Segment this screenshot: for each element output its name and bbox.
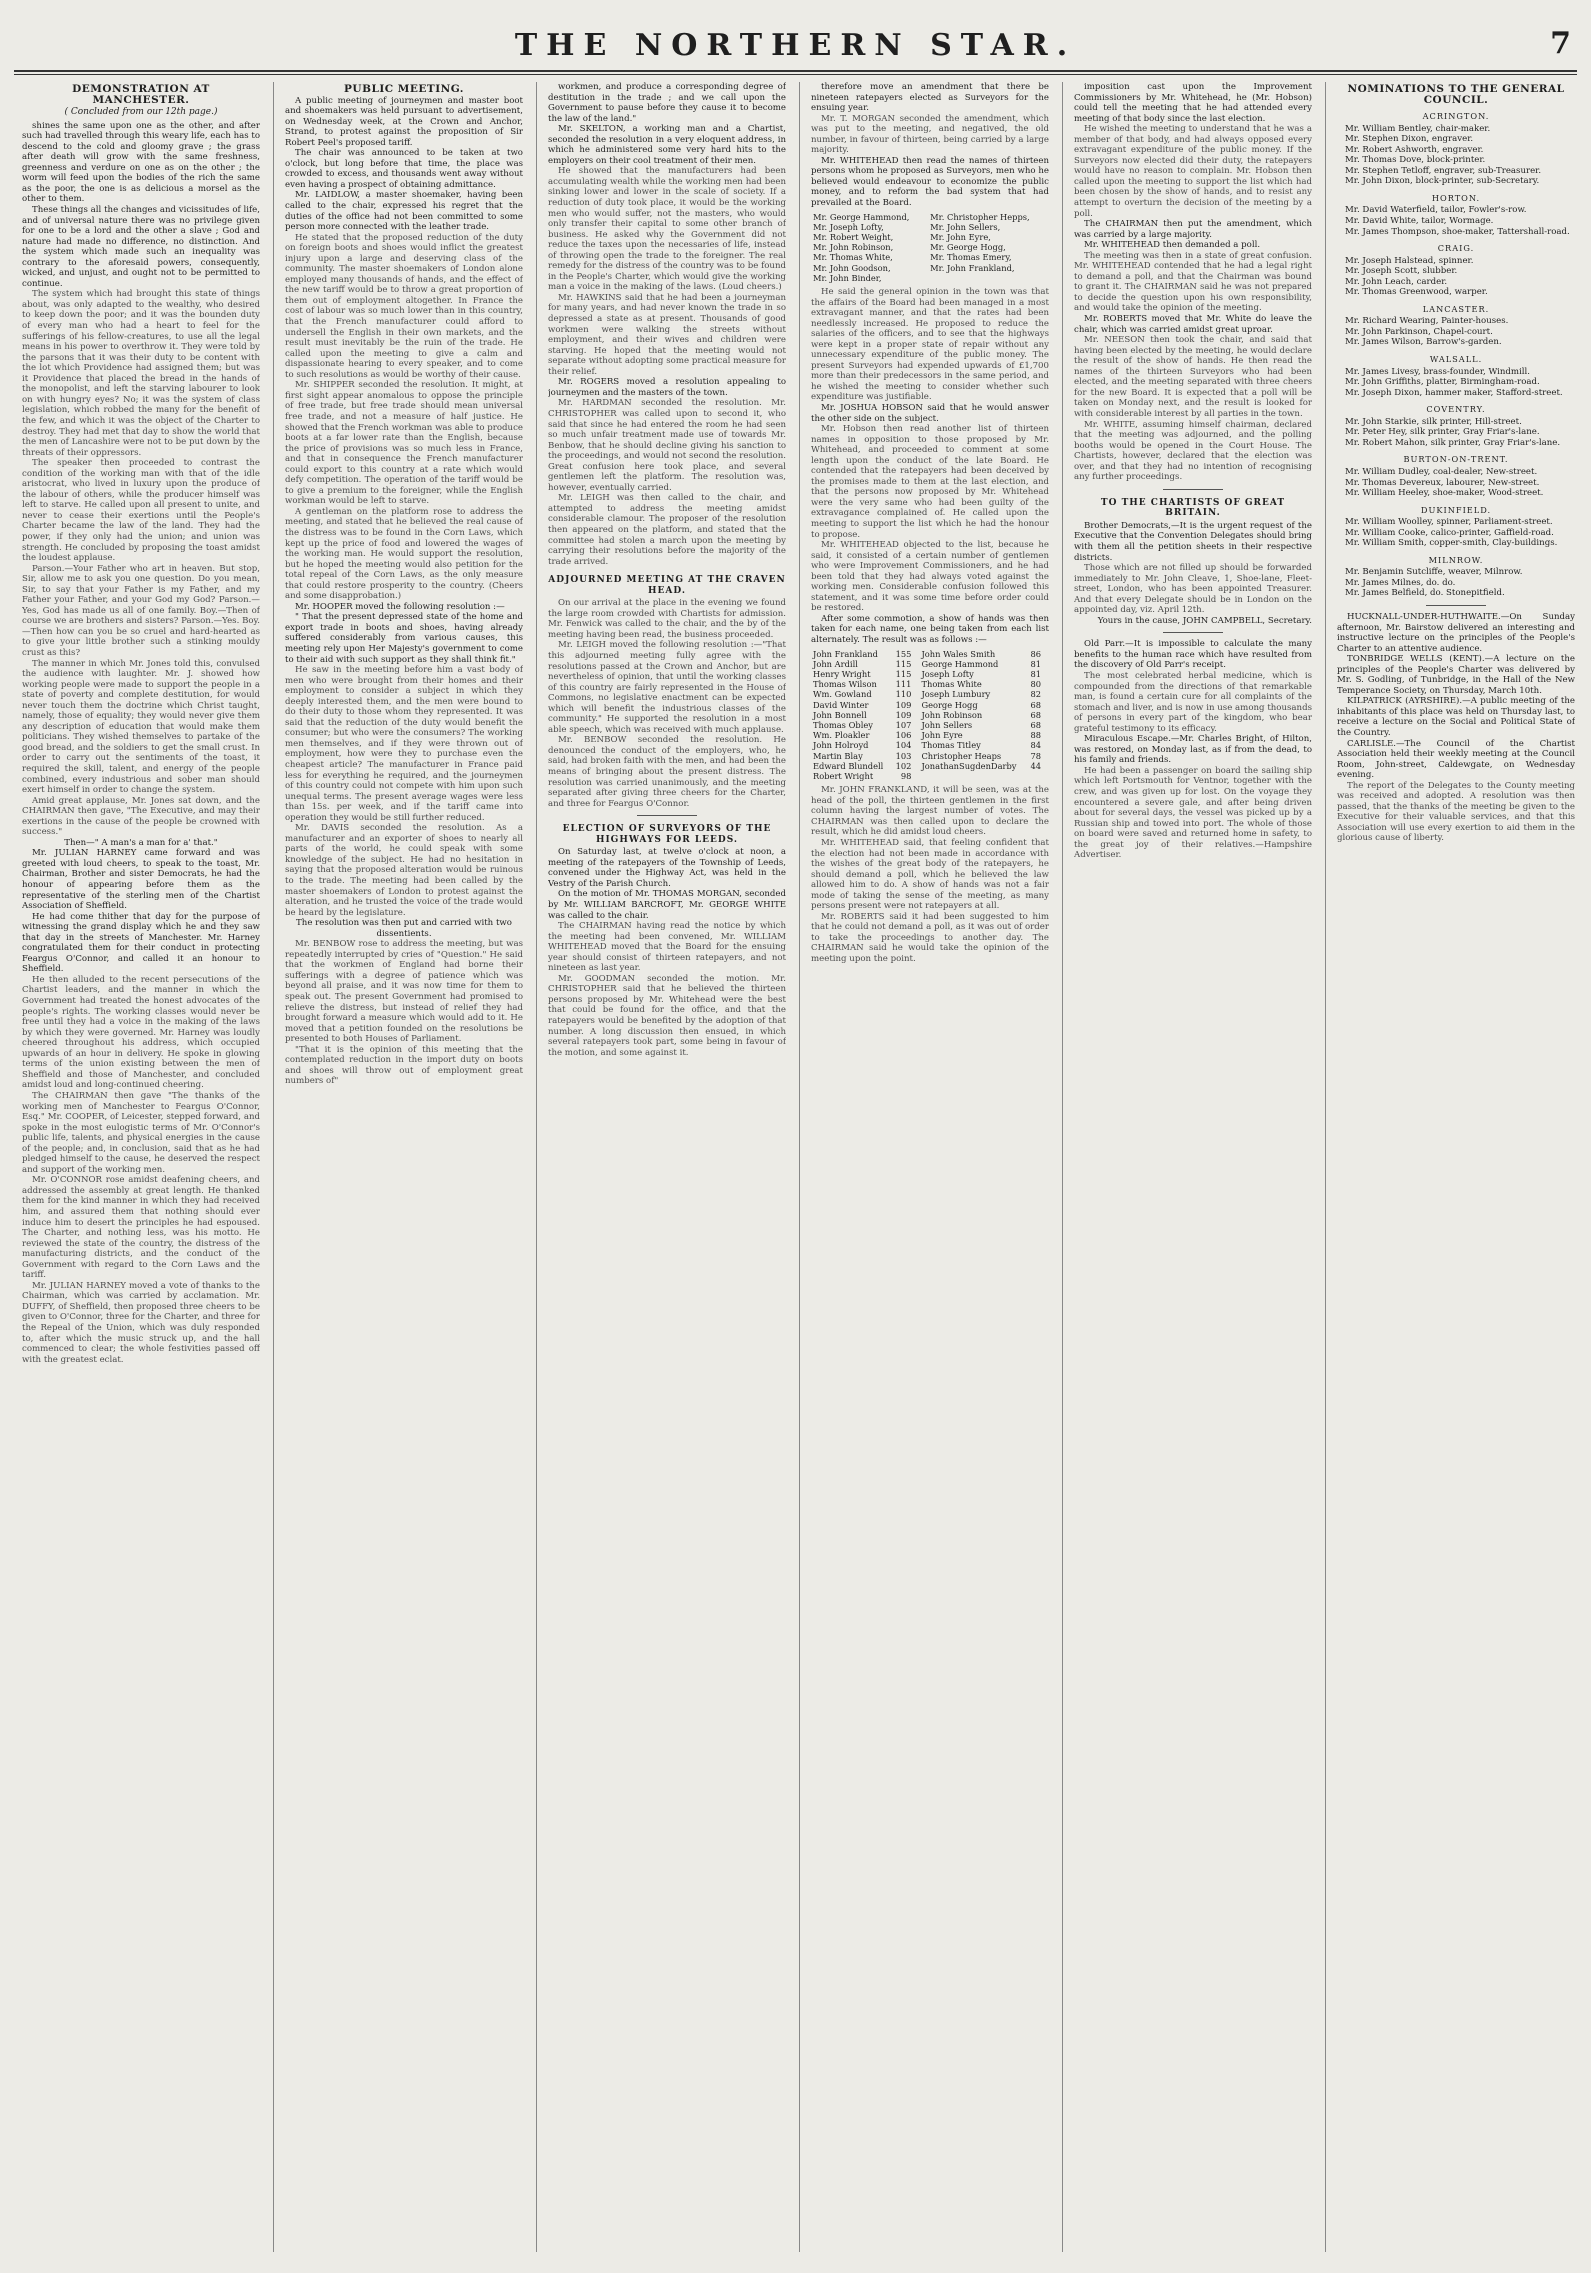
poll-votes: 102 — [895, 760, 912, 771]
body-text: Mr. Hobson then read another list of thirteen names in opposition to those proposed by Mr. Whitehead, and proceeded to comment at some length upon the conduct of the late Board. He contended that the ratepayers had been deceived by the promises made to them at the last election, and that the persons now proposed by Mr. Whitehead were the very same who had been guilty of the extravagance complained of. He called upon the meeting to support the list which he had the honour to propose. — [811, 424, 1049, 540]
poll-row — [811, 740, 1049, 750]
nominee: Mr. Thomas Greenwood, warper. — [1345, 287, 1488, 298]
quote: Then—" A man's a man for a' that." — [64, 837, 218, 848]
body-text: Mr. WHITEHEAD said, that feeling confident that the election had not been made in accordance with the wishes of the great body of the ratepayers, he should demand a poll, which he believed the law allowed him to do. A show of hands was not a fair mode of taking the sense of the meeting, as many persons present were not ratepayers at all. — [811, 837, 1049, 912]
poll-name: John Ardill — [813, 658, 858, 669]
poll-votes: 107 — [895, 720, 912, 730]
paragraph: Mr. LAIDLOW, a master shoemaker, having been called to the chair, expressed his regret that the duties of the office had not been committed to some person more connected with the leather trade. — [285, 190, 523, 233]
column-separator — [799, 82, 800, 2252]
column-1 — [22, 82, 260, 2257]
paragraph: Miraculous Escape.—Mr. Charles Bright, of Hilton, was restored, on Monday last, as if from the dead, to his family and friends. — [1074, 734, 1312, 766]
candidate-name: Mr. Christopher Hepps, — [930, 211, 1030, 222]
nominee: Mr. William Bentley, chair-maker. — [1345, 123, 1491, 134]
nominee: Mr. Thomas Dove, block-printer. — [1345, 155, 1486, 166]
section-rule — [1163, 489, 1223, 490]
table-row — [811, 263, 1049, 273]
body-text: Mr. O'CONNOR rose amidst deafening cheers, and addressed the assembly at great length. He thanked them for the kind manner in which they had received him, and assured them that nothing should ever induce him to desert the principles he had espoused. The Charter, and nothing less, was his motto. He reviewed the state of the country, the distress of the manufacturing districts, and the conduct of the Government with regard to the Corn Laws and the tariff. — [22, 1175, 260, 1281]
nominee: Mr. James Livesy, brass-founder, Windmill. — [1345, 366, 1531, 377]
poll-votes: 115 — [895, 658, 912, 669]
poll-results-table — [811, 649, 1049, 782]
nominee: Mr. John Griffiths, platter, Birmingham-road. — [1345, 377, 1540, 388]
column-2 — [285, 82, 523, 2257]
body-text: A gentleman on the platform rose to address the meeting, and stated that he believed the real cause of the distress was to be found in the Corn Laws, which kept up the price of food and lowered the wages of the working man. He would support the resolution, but he hoped the meeting would also petition for the total repeal of the Corn Laws, as the only measure that could restore prosperity to the country. (Cheers and some disapprobation.) — [285, 506, 523, 602]
nominee: Mr. William Dudley, coal-dealer, New-street. — [1345, 466, 1538, 477]
body-text: "That it is the opinion of this meeting that the contemplated reduction in the import duty on boots and shoes will throw out of employment great numbers of" — [285, 1044, 523, 1087]
nominee: Mr. Richard Wearing, Painter-houses. — [1345, 316, 1509, 327]
poll-name: David Winter — [813, 699, 869, 710]
body-text: Mr. HARDMAN seconded the resolution. Mr. CHRISTOPHER was called upon to second it, who said that since he had entered the room he had seen so much unfair treatment made use of towards Mr. Benbow, that he should decline giving his sanction to the proceedings, and would not second the resolution. Great confusion here took place, and several gentlemen left the platform. The resolution was, however, eventually carried. — [548, 398, 786, 493]
poll-name: Joseph Lumbury — [921, 689, 991, 700]
table-row — [811, 232, 1049, 242]
body-text: Mr. GOODMAN seconded the motion. Mr. CHRISTOPHER said that he believed the thirteen persons proposed by Mr. Whitehead were the best that could be found for the office, and that the ratepayers would be benefited by the adoption of that number. A long discussion then ensued, in which several ratepayers took part, some being in favour of the motion, and some against it. — [548, 973, 786, 1058]
closing-text: The resolution was then put and carried with two dissentients. — [296, 918, 512, 939]
body-text: The speaker then proceeded to contrast the condition of the working man with that of the idle aristocrat, who lived in luxury upon the produce of the labour of others, while the producer himself was left to starve. He called upon all present to unite, and never to cease their exertions until the People's Charter became the law of the land. They had the power, if they only had the union; and union was strength. He concluded by proposing the toast amidst the loudest applause. — [22, 458, 260, 564]
poll-name: Joseph Lofty — [921, 668, 974, 679]
paragraph: Mr. WHITEHEAD then demanded a poll. — [1084, 240, 1261, 251]
table-row — [811, 242, 1049, 252]
notice: KILPATRICK (AYRSHIRE).—A public meeting of the inhabitants of this place was held on Thursday last, to receive a lecture on the Social and Political State of the Country. — [1337, 696, 1575, 738]
table-row — [811, 273, 1049, 283]
body-text: Mr. WHITEHEAD objected to the list, because he said, it consisted of a certain number of gentlemen who were Improvement Commissioners, and he had been told that they had always voted against the working men. Considerable confusion followed this statement, and it was some time before order could be restored. — [811, 540, 1049, 614]
nominee: Mr. John Parkinson, Chapel-court. — [1345, 326, 1493, 337]
resolution-text: " That the present depressed state of the home and export trade in boots and shoes, having already suffered considerably from various causes, this meeting rely upon Her Majesty's government to come to their aid with such support as they shall think fit." — [285, 612, 523, 665]
poll-row — [811, 720, 1049, 730]
masthead-rule-thin — [14, 74, 1577, 75]
poll-votes: 98 — [900, 771, 912, 782]
poll-name — [919, 771, 1026, 781]
paragraph: He had come thither that day for the purpose of witnessing the grand display which he and they saw that day in the streets of Manchester. Mr. Harney congratulated them for their conduct in protecting Feargus O'Connor, and called it an honour to Sheffield. — [22, 911, 260, 975]
body-text: Mr. T. MORGAN seconded the amendment, which was put to the meeting, and negatived, the old number, in favour of thirteen, being carried by a large majority. — [811, 113, 1049, 156]
candidate-name: Mr. John Frankland, — [930, 262, 1015, 273]
column-separator — [536, 82, 537, 2252]
poll-votes: 44 — [1030, 760, 1041, 771]
poll-name: Thomas Wilson — [813, 679, 877, 690]
poll-name: Edward Blundell — [813, 760, 884, 771]
poll-name: Wm. Gowland — [813, 689, 872, 700]
nominations-heading: NOMINATIONS TO THE GENERAL COUNCIL. — [1347, 83, 1565, 106]
nominee: Mr. Peter Hey, silk printer, Gray Friar's-lane. — [1345, 427, 1540, 438]
nominee: Mr. David White, tailor, Wormage. — [1345, 216, 1494, 227]
poll-votes: 68 — [1030, 720, 1041, 730]
paragraph: workmen, and produce a corresponding degree of destitution in the trade ; and we call upon the Government to pause before they cause it to become the law of the land." — [548, 82, 786, 124]
nomination-place: CRAIG. — [1437, 243, 1475, 254]
body-text: Mr. ROBERTS said it had been suggested to him that he could not demand a poll, as it was out of order to take the proceedings to another day. The CHAIRMAN said he would take the opinion of the meeting upon the point. — [811, 911, 1049, 964]
poll-name: Thomas Titley — [921, 740, 981, 751]
nomination-place: WALSALL. — [1429, 354, 1483, 365]
candidate-names-table — [811, 212, 1049, 283]
nominee: Mr. James Thompson, shoe-maker, Tattershall-road. — [1345, 226, 1570, 237]
poll-row — [811, 771, 1049, 781]
nomination-place: LANCASTER. — [1422, 303, 1490, 314]
body-text: Mr. BENBOW rose to address the meeting, but was repeatedly interrupted by cries of "Question." He said that the workmen of England had borne their sufferings with a degree of patience which was beyond all praise, and it was now time for them to speak out. The present Government had promised to relieve the distress, but instead of relief they had brought forward a measure which would add to it. He moved that a petition founded on the resolutions be presented to both Houses of Parliament. — [285, 939, 523, 1045]
poll-row — [811, 669, 1049, 679]
poll-votes: 86 — [1030, 648, 1041, 659]
nomination-place: DUKINFIELD. — [1420, 504, 1492, 515]
column-separator — [1325, 82, 1326, 2252]
poll-votes: 111 — [895, 679, 912, 690]
nomination-place: BURTON-ON-TRENT. — [1403, 454, 1509, 465]
article-heading-public-meeting: PUBLIC MEETING. — [344, 83, 464, 95]
poll-name: John Frankland — [813, 648, 878, 659]
section-subheading: ADJOURNED MEETING AT THE CRAVEN HEAD. — [548, 575, 786, 596]
nomination-place: MILNROW. — [1428, 554, 1484, 565]
nominee: Mr. John Leach, carder. — [1345, 276, 1448, 287]
body-text: On our arrival at the place in the evening we found the large room crowded with Chartists for admission. Mr. Fenwick was called to the chair, and the by of the meeting having been read, the business proceeded. — [548, 598, 786, 640]
nominee: Mr. Stephen Dixon, engraver. — [1345, 134, 1474, 145]
poll-intro: After some commotion, a show of hands was then taken for each name, one being taken from each list alternately. The result was as follows :— — [811, 613, 1049, 646]
candidate-name: Mr. John Eyre, — [930, 231, 991, 242]
body-text: He had been a passenger on board the sailing ship which left Portsmouth for Ventnor, together with the crew, and was given up for lost. On the voyage they encountered a severe gale, and after being driven about for several days, the vessel was picked up by a Russian ship and towed into port. The whole of those on board were saved and returned home in safety, to the great joy of their relatives.—Hampshire Advertiser. — [1074, 765, 1312, 861]
masthead-rule — [14, 70, 1577, 72]
poll-votes: 109 — [895, 699, 912, 710]
nominee: Mr. Joseph Scott, slubber. — [1345, 266, 1458, 277]
body-text: He saw in the meeting before him a vast body of men who were brought from their homes and their employment to consider a subject in which they deeply interested them, and the men were bound to do their duty to those whom they represented. It was said that the reduction of the duty would benefit the consumer; but who were the consumers? The working men themselves, and if they were thrown out of employment, how were they to purchase even the cheapest article? The manufacturer in France paid less for everything he required, and the journeymen of this country could not compete with him upon such unequal terms. The present average wages were less than 15s. per week, and if the tariff came into operation they would be still further reduced. — [285, 665, 523, 823]
poll-row — [811, 761, 1049, 771]
poll-votes: 115 — [895, 668, 912, 679]
nominee: Mr. John Dixon, block-printer, sub-Secretary. — [1345, 176, 1540, 187]
body-text: Mr. LEIGH was then called to the chair, and attempted to address the meeting amidst considerable clamour. The proposer of the resolution then appeared on the platform, and stated that the committee had stolen a march upon the meeting by carrying their resolutions before the majority of the trade arrived. — [548, 493, 786, 567]
poll-name: Thomas Obley — [813, 720, 873, 730]
address-text: Brother Democrats,—It is the urgent request of the Executive that the Convention Delegates should bring with them all the petition sheets in their respective districts. — [1074, 520, 1312, 563]
nominee: Mr. William Woolley, spinner, Parliament-street. — [1345, 517, 1553, 528]
poll-votes: 88 — [1030, 730, 1041, 741]
candidate-name: Mr. John Robinson, — [813, 242, 894, 253]
article-subheading: ( Concluded from our 12th page.) — [64, 107, 218, 118]
poll-name: Robert Wright — [813, 771, 874, 782]
paragraph: shines the same upon one as the other, and after such had travelled through this weary life, each has to descend to the cold and gloomy grave ; the grass after death will grow with the same freshness, greenness and verdure on one as on the other ; the worm will feed upon the bodies of the rich the same as the poor, the one is as delicious a morsel as the other to them. — [22, 120, 260, 205]
address-heading: TO THE CHARTISTS OF GREAT BRITAIN. — [1100, 497, 1286, 519]
poll-votes: 78 — [1030, 750, 1041, 761]
poll-name: George Hammond — [921, 658, 999, 669]
body-text: Mr. NEESON then took the chair, and said that having been elected by the meeting, he would declare the result of the show of hands. He then read the names of the thirteen Surveyors who had been elected, and the meeting separated with three cheers for the new Board. It is expected that a poll will be taken on Monday next, and the result is looked for with considerable interest by all parties in the town. — [1074, 335, 1312, 419]
nominee: Mr. James Milnes, do. do. — [1345, 577, 1456, 588]
column-separator — [273, 82, 274, 2252]
nominee: Mr. John Starkie, silk printer, Hill-street. — [1345, 416, 1522, 427]
paragraph: Mr. ROBERTS moved that Mr. White do leave the chair, which was carried amidst great uproar. — [1074, 314, 1312, 335]
nominee: Mr. David Waterfield, tailor, Fowler's-row. — [1345, 205, 1527, 216]
body-text: Mr. BENBOW seconded the resolution. He denounced the conduct of the employers, who, he said, had broken faith with the men, and had been the means of bringing about the present distress. The resolution was carried unanimously, and the meeting separated after giving three cheers for the Charter, and three for Feargus O'Connor. — [548, 735, 786, 809]
poll-name: John Robinson — [921, 709, 983, 720]
body-text: The CHAIRMAN then gave "The thanks of the working men of Manchester to Feargus O'Connor, Esq." Mr. COOPER, of Leicester, stepped forward, and spoke in the most eulogistic terms of Mr. O'Connor's public life, talents, and physical energies in the cause of the people; and, in conclusion, said that as he had pledged himself to the cause, he deserved the respect and support of the working men. — [22, 1090, 260, 1175]
poll-name: JonathanSugdenDarby — [921, 760, 1017, 771]
poll-name: John Wales Smith — [921, 648, 996, 659]
column-4 — [811, 82, 1049, 2257]
nominations-list — [1337, 111, 1575, 599]
poll-name: George Hogg — [921, 699, 978, 710]
paragraph: Mr. SKELTON, a working man and a Chartist, seconded the resolution in a very eloquent address, in which he administered some very hard hits to the employers on their cool treatment of their men. — [548, 124, 786, 166]
paragraph: Mr. ROGERS moved a resolution appealing to journeymen and the masters of the town. — [548, 377, 786, 398]
nominee: Mr. James Belfield, do. Stonepitfield. — [1345, 588, 1505, 599]
paragraph: imposition cast upon the Improvement Commissioners by Mr. Whitehead, he (Mr. Hobson) could tell the meeting that he had attended every meeting of that body since the last election. — [1074, 82, 1312, 124]
body-text: Those which are not filled up should be forwarded immediately to Mr. John Cleave, 1, Shoe-lane, Fleet-street, London, who has been appointed Treasurer. And that every Delegate should be in London on the appointed day, viz. April 12th. — [1074, 563, 1312, 616]
poll-name: John Bonnell — [813, 709, 867, 720]
paragraph: A public meeting of journeymen and master boot and shoemakers was held pursuant to advertisement, on Wednesday week, at the Crown and Anchor, Strand, to protest against the proposition of Sir Robert Peel's proposed tariff. — [285, 95, 523, 148]
masthead-title: THE NORTHERN STAR. — [514, 28, 1077, 63]
poll-votes: 155 — [895, 648, 912, 659]
poll-name: John Eyre — [921, 730, 963, 741]
poll-votes: 109 — [895, 709, 912, 720]
election-heading: ELECTION OF SURVEYORS OF THE HIGHWAYS FOR LEEDS. — [562, 824, 772, 845]
paragraph: therefore move an amendment that there be nineteen ratepayers elected as Surveyors for the ensuing year. — [811, 82, 1049, 114]
paragraph: Mr. HOOPER moved the following resolution :— — [295, 601, 505, 612]
signature: Yours in the cause, JOHN CAMPBELL, Secretary. — [1097, 615, 1312, 626]
article-heading-demonstration: DEMONSTRATION AT MANCHESTER. — [72, 83, 210, 106]
paragraph: Old Parr.—It is impossible to calculate the many benefits to the human race which have resulted from the discovery of Old Parr's receipt. — [1074, 639, 1312, 671]
poll-row — [811, 710, 1049, 720]
poll-votes: 84 — [1030, 740, 1041, 751]
poll-name: Christopher Heaps — [921, 750, 1002, 761]
nomination-place: HORTON. — [1431, 192, 1481, 203]
notice: CARLISLE.—The Council of the Chartist Association held their weekly meeting at the Council Room, John-street, Caldewgate, on Wednesday evening. — [1337, 738, 1575, 781]
body-text: He stated that the proposed reduction of the duty on foreign boots and shoes would inflict the greatest injury upon a large and deserving class of the community. The master shoemakers of London alone employed many thousands of hands, and the effect of the new tariff would be to throw a great proportion of them out of employment altogether. In France the cost of labour was so much lower than in this country, that the French manufacturer could afford to undersell the English in their own markets, and the result must inevitably be the ruin of the trade. He called upon the meeting to give a calm and dispassionate hearing to every speaker, and to come to such resolutions as would be worthy of their cause. — [285, 232, 523, 380]
nominee: Mr. James Wilson, Barrow's-garden. — [1345, 337, 1502, 348]
body-text: Mr. HAWKINS said that he had been a journeyman for many years, and had never known the trade in so depressed a state as at present. Thousands of good workmen were walking the streets without employment, and their wives and children were starving. He hoped that the meeting would not separate without adopting some practical measure for their relief. — [548, 292, 786, 377]
poll-row — [811, 751, 1049, 761]
poll-row — [811, 649, 1049, 659]
nominee: Mr. William Heeley, shoe-maker, Wood-street. — [1345, 488, 1544, 499]
table-row — [811, 222, 1049, 232]
nominee: Mr. Benjamin Sutcliffe, weaver, Milnrow. — [1345, 567, 1523, 578]
poll-votes: 81 — [1030, 658, 1041, 669]
body-text: Mr. DAVIS seconded the resolution. As a manufacturer and an exporter of shoes to nearly all parts of the world, he could speak with some knowledge of the subject. He had no hesitation in saying that the proposed alteration would be ruinous to the trade. The meeting had been called by the master shoemakers of London to protest against the alteration, and he trusted the voice of the trade would be heard by the legislature. — [285, 823, 523, 918]
nominee: Mr. Robert Ashworth, engraver. — [1345, 144, 1484, 155]
body-text: The report of the Delegates to the County meeting was received and adopted. A resolution was then passed, that the thanks of the meeting be given to the Executive for their valuable services, and that this Association will use every exertion to aid them in the glorious cause of liberty. — [1337, 780, 1575, 844]
paragraph: These things all the changes and vicissitudes of life, and of universal nature there was no privilege given for one to be a lord and the other a slave ; God and nature had made no difference, no distinction. And the system which made such an inequality was contrary to the aforesaid powers, consequently, wicked, and unjust, and ought not to be permitted to continue. — [22, 205, 260, 289]
notice: HUCKNALL-UNDER-HUTHWAITE.—On Sunday afternoon, Mr. Bairstow delivered an interesting and instructive lecture on the principles of the People's Charter to an attentive audience. — [1337, 611, 1575, 654]
table-row — [811, 252, 1049, 262]
section-rule — [1163, 632, 1223, 633]
candidate-name: Mr. John Goodson, — [813, 262, 891, 273]
poll-votes: 80 — [1030, 679, 1041, 690]
candidate-name: Mr. Thomas Emery, — [930, 252, 1012, 263]
nominee: Mr. Robert Mahon, silk printer, Gray Friar's-lane. — [1345, 437, 1561, 448]
paragraph: Mr. WHITEHEAD then read the names of thirteen persons whom he proposed as Surveyors, men who he believed would endeavour to economize the public money, and to reform the bad system that had prevailed at the Board. — [811, 155, 1049, 209]
nominee: Mr. Joseph Dixon, hammer maker, Stafford-street. — [1345, 387, 1563, 398]
poll-votes: 104 — [895, 740, 912, 751]
nominee: Mr. Joseph Halstead, spinner. — [1345, 255, 1474, 266]
paragraph: Mr. JULIAN HARNEY came forward and was greeted with loud cheers, to speak to the toast, Mr. Chairman, Brother and sister Democrats, he had the honour of appearing before them as the representative of the sterling men of the Chartist Association of Sheffield. — [22, 848, 260, 912]
body-text: Mr. JOHN FRANKLAND, it will be seen, was at the head of the poll, the thirteen gentlemen in the first column having the largest number of votes. The CHAIRMAN was then called upon to declare the result, which he did amidst loud cheers. — [811, 785, 1049, 838]
poll-row — [811, 730, 1049, 740]
nominee: Mr. William Smith, copper-smith, Clay-buildings. — [1345, 538, 1558, 549]
poll-name: Henry Wright — [813, 668, 871, 679]
column-3 — [548, 82, 786, 2257]
body-text: He said the general opinion in the town was that the affairs of the Board had been managed in a most extravagant manner, and that the rates had been needlessly increased. He proposed to reduce the salaries of the officers, and to see that the highways were kept in a proper state of repair without any unnecessary expenditure of the public money. The present Surveyors had expended upwards of £1,700 more than their predecessors in the same period, and he wished the meeting to consider whether such expenditure was justifiable. — [811, 286, 1049, 403]
body-text: The CHAIRMAN having read the notice by which the meeting had been convened, Mr. WILLIAM WHITEHEAD moved that the Board for the ensuing year should consist of thirteen ratepayers, and not nineteen as last year. — [548, 921, 786, 974]
election-text: On the motion of Mr. THOMAS MORGAN, seconded by Mr. WILLIAM BARCROFT, Mr. GEORGE WHITE was called to the chair. — [548, 889, 786, 921]
poll-votes: 82 — [1030, 689, 1041, 700]
notice: TONBRIDGE WELLS (KENT).—A lecture on the principles of the People's Charter was delivered by Mr. S. Godling, of Tunbridge, in the Hall of the New Temperance Society, on Thursday, March 10th. — [1337, 654, 1575, 696]
nomination-place: COVENTRY. — [1426, 404, 1486, 415]
body-text: Mr. LEIGH moved the following resolution :—"That this adjourned meeting fully agree with the resolutions passed at the Crown and Anchor, but are nevertheless of opinion, that until the working classes of this country are fairly represented in the House of Commons, no legislative enactment can be expected which will benefit the industrious classes of the community." He supported the resolution in a most able speech, which was received with much applause. — [548, 640, 786, 735]
body-text: The meeting was then in a state of great confusion. Mr. WHITEHEAD contended that he had a legal right to demand a poll, and that the Chairman was bound to grant it. The CHAIRMAN said he was not prepared to decide the question upon his own responsibility, and would take the opinion of the meeting. — [1074, 250, 1312, 314]
paragraph: Mr. JOSHUA HOBSON said that he would answer the other side on the subject. — [811, 403, 1049, 424]
body-text: He then alluded to the recent persecutions of the Chartist leaders, and the manner in which the Government had treated the honest advocates of the people's rights. The working classes would never be free until they had a voice in the making of the laws by which they were governed. Mr. Harney was loudly cheered throughout his address, which occupied upwards of an hour in delivery. He spoke in glowing terms of the union existing between the men of Sheffield and those of Manchester, and concluded amidst loud and long-continued cheering. — [22, 974, 260, 1091]
poll-votes: 106 — [895, 730, 912, 741]
body-text: Mr. SHIPPER seconded the resolution. It might, at first sight appear anomalous to oppose the principle of free trade, but free trade should mean universal free trade, and not a measure of half justice. He showed that the French workman was able to produce boots at a far lower rate than the English, because the price of provisions was so much less in France, and that in consequence the French manufacturer could export to this country at a rate which would defy competition. The operation of the tariff would be to give a premium to the foreigner, while the English workman would be left to starve. — [285, 380, 523, 507]
poll-name: Martin Blay — [813, 750, 863, 761]
poll-votes — [1027, 771, 1049, 781]
body-text: Mr. WHITE, assuming himself chairman, declared that the meeting was adjourned, and the polling booths would be opened in the Court House. The Chartists, however, declared that the election was over, and that they had no intention of recognising any further proceedings. — [1074, 419, 1312, 483]
poll-row — [811, 700, 1049, 710]
candidate-name: Mr. John Sellers, — [930, 221, 1001, 232]
body-text: Mr. JULIAN HARNEY moved a vote of thanks to the Chairman, which was carried by acclamation. Mr. DUFFY, of Sheffield, then proposed three cheers to be given to O'Connor, three for the Charter, and three for the Repeal of the Union, which was duly responded to, after which the music struck up, and the hall commenced to clear; the whole festivities passed off with the greatest eclat. — [22, 1280, 260, 1365]
masthead — [14, 28, 1577, 62]
body-text: He wished the meeting to understand that he was a member of that body, and had always opposed every extravagant expenditure of the public money. If the Surveyors now elected did their duty, the ratepayers would have no reason to complain. Mr. Hobson then called upon the meeting to support the list which had been chosen by the show of hands, and to resist any attempt to overturn the decision of the meeting by a poll. — [1074, 124, 1312, 219]
paragraph: The chair was announced to be taken at two o'clock, but long before that time, the place was crowded to excess, and thousands went away without even having a prospect of obtaining admittance. — [285, 148, 523, 190]
candidate-name: Mr. Robert Weight, — [813, 231, 894, 242]
section-rule — [637, 815, 697, 816]
body-text: Parson.—Your Father who art in heaven. But stop, Sir, allow me to ask you one question. Do you mean, Sir, to say that your Father is my Father, and my Father your Father, and your God my God? Parson.—Yes, God has made us all of one family. Boy.—Then of course we are brothers and sisters? Parson.—Yes. Boy.—Then how can you be so cruel and hard-hearted as to give your little brother such a stinking mouldy crust as this? — [22, 563, 260, 658]
poll-row — [811, 659, 1049, 669]
poll-votes: 68 — [1030, 709, 1041, 720]
column-separator — [1062, 82, 1063, 2252]
paragraph: The CHAIRMAN then put the amendment, which was carried by a large majority. — [1074, 219, 1312, 240]
column-6 — [1337, 82, 1575, 2257]
poll-votes: 103 — [895, 750, 912, 761]
column-5 — [1074, 82, 1312, 2257]
nomination-place: ACRINGTON. — [1422, 111, 1490, 122]
body-text: The manner in which Mr. Jones told this, convulsed the audience with laughter. Mr. J. showed how working people were made to support the people in a state of poverty and complete destitution, for would never touch them the doctrine which Christ taught, namely, those of equality; they would never give them any description of education that would make them politicians. They wished themselves to partake of the good bread, and the soldiers to get the small crust. In order to carry out the sentiments of the toast, it required the skill, talent, and energy of the people combined, every industrious and sober man should exert himself in order to change the system. — [22, 658, 260, 796]
body-text: Amid great applause, Mr. Jones sat down, and the CHAIRMAN then gave, "The Executive, and may their exertions in the cause of the people be crowned with success." — [22, 795, 260, 838]
section-rule — [1426, 605, 1486, 606]
nominee: Mr. Stephen Tetloff, engraver, sub-Treasurer. — [1345, 165, 1542, 176]
poll-name: Wm. Ploakler — [813, 730, 870, 741]
poll-votes: 68 — [1030, 699, 1041, 710]
candidate-name: Mr. George Hammond, — [813, 211, 910, 222]
candidate-name: Mr. John Binder, — [813, 272, 882, 283]
poll-name: Thomas White — [921, 679, 982, 690]
page-number: 7 — [1550, 26, 1571, 61]
candidate-name: Mr. George Hogg, — [930, 242, 1006, 253]
candidate-name: Mr. Thomas White, — [813, 252, 893, 263]
poll-name: John Sellers — [921, 720, 973, 730]
poll-name: John Holroyd — [813, 740, 869, 751]
candidate-name: Mr. Joseph Lofty, — [813, 221, 884, 232]
table-row — [811, 212, 1049, 222]
poll-row — [811, 689, 1049, 699]
body-text: The most celebrated herbal medicine, which is compounded from the directions of that remarkable man, is found a certain cure for all complaints of the stomach and liver, and is now in use among thousands of persons in every part of the kingdom, who bear grateful testimony to its efficacy. — [1074, 670, 1312, 734]
nominee: Mr. Thomas Devereux, labourer, New-street. — [1345, 477, 1540, 488]
poll-votes: 81 — [1030, 668, 1041, 679]
body-text: He showed that the manufacturers had been accumulating wealth while the working men had been sinking lower and lower in the scale of society. If a reduction of duty took place, it would be the working men who would suffer, not the masters, who would only transfer their capital to some other branch of business. He asked why the Government did not reduce the taxes upon the necessaries of life, instead of throwing open the trade to the foreigner. The real remedy for the distress of the country was to be found in the People's Charter, which would give the working man a voice in the making of the laws. (Loud cheers.) — [548, 166, 786, 293]
poll-votes: 110 — [895, 689, 912, 700]
nominee: Mr. William Cooke, calico-printer, Gaffield-road. — [1345, 527, 1554, 538]
poll-row — [811, 679, 1049, 689]
body-text: The system which had brought this state of things about, was only adapted to the wealthy, who desired to keep down the poor; and it was the bounden duty of every man who had a heart to feel for the sufferings of his fellow-creatures, to use all the legal means in his power to overthrow it. They were told by the parsons that it was their duty to be content with the lot which Providence had assigned them; but was it Providence that placed the bread in the hands of the monopolist, and left the starving labourer to look on with hungry eyes? No; it was the system of class legislation, which robbed the many for the benefit of the few, and which it was the object of the Charter to destroy. They had met that day to show the world that the men of Lancashire were not to be put down by the threats of their oppressors. — [22, 289, 260, 458]
election-text: On Saturday last, at twelve o'clock at noon, a meeting of the ratepayers of the Township of Leeds, convened under the Highway Act, was held in the Vestry of the Parish Church. — [548, 847, 786, 889]
